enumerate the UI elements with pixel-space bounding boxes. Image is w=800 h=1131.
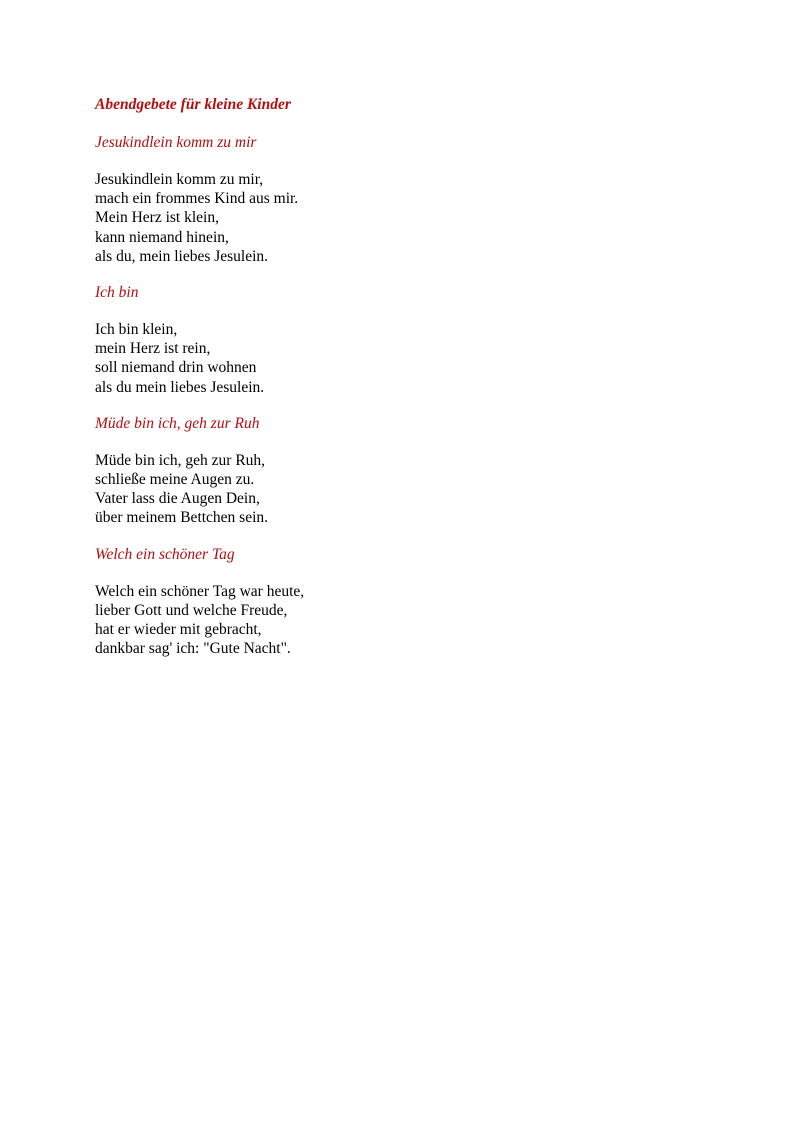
poem-lines	[95, 320, 800, 397]
poem-line: hat er wieder mit gebracht,	[95, 621, 262, 639]
poem-lines	[95, 582, 800, 659]
poem-line: über meinem Bettchen sein.	[95, 509, 269, 527]
spacer	[95, 397, 800, 414]
poem-line: Müde bin ich, geh zur Ruh,	[95, 451, 266, 469]
document-title: Abendgebete für kleine Kinder	[95, 96, 291, 113]
poem-line: mein Herz ist rein,	[95, 340, 211, 358]
poem-title: Jesukindlein komm zu mir	[95, 134, 257, 151]
poem-line: als du mein liebes Jesulein.	[95, 378, 265, 396]
poem-section	[95, 283, 800, 397]
poem-line: lieber Gott und welche Freude,	[95, 601, 288, 619]
spacer	[95, 114, 800, 133]
poem-section	[95, 133, 800, 266]
poem-title: Ich bin	[95, 284, 139, 302]
spacer	[95, 152, 800, 170]
poem-line: Vater lass die Augen Dein,	[95, 490, 260, 508]
poem-line: Ich bin klein,	[95, 321, 178, 339]
poem-lines	[95, 451, 800, 528]
poem-line: Welch ein schöner Tag war heute,	[95, 582, 305, 600]
spacer	[95, 528, 800, 545]
poem-line: kann niemand hinein,	[95, 228, 229, 246]
poem-line: soll niemand drin wohnen	[95, 359, 257, 377]
poem-line: dankbar sag' ich: "Gute Nacht".	[95, 640, 291, 658]
poem-line: mach ein frommes Kind aus mir.	[95, 190, 299, 208]
spacer	[95, 433, 800, 451]
spacer	[95, 302, 800, 320]
poem-line: schließe meine Augen zu.	[95, 471, 255, 489]
poem-title: Müde bin ich, geh zur Ruh	[95, 414, 260, 432]
spacer	[95, 266, 800, 283]
poem-line: als du, mein liebes Jesulein.	[95, 247, 269, 265]
poem-title: Welch ein schöner Tag	[95, 545, 235, 563]
poem-section	[95, 545, 800, 659]
poem-section	[95, 414, 800, 528]
poem-line: Jesukindlein komm zu mir,	[95, 171, 264, 188]
spacer	[95, 564, 800, 582]
poem-lines	[95, 170, 800, 266]
poem-line: Mein Herz ist klein,	[95, 209, 219, 227]
